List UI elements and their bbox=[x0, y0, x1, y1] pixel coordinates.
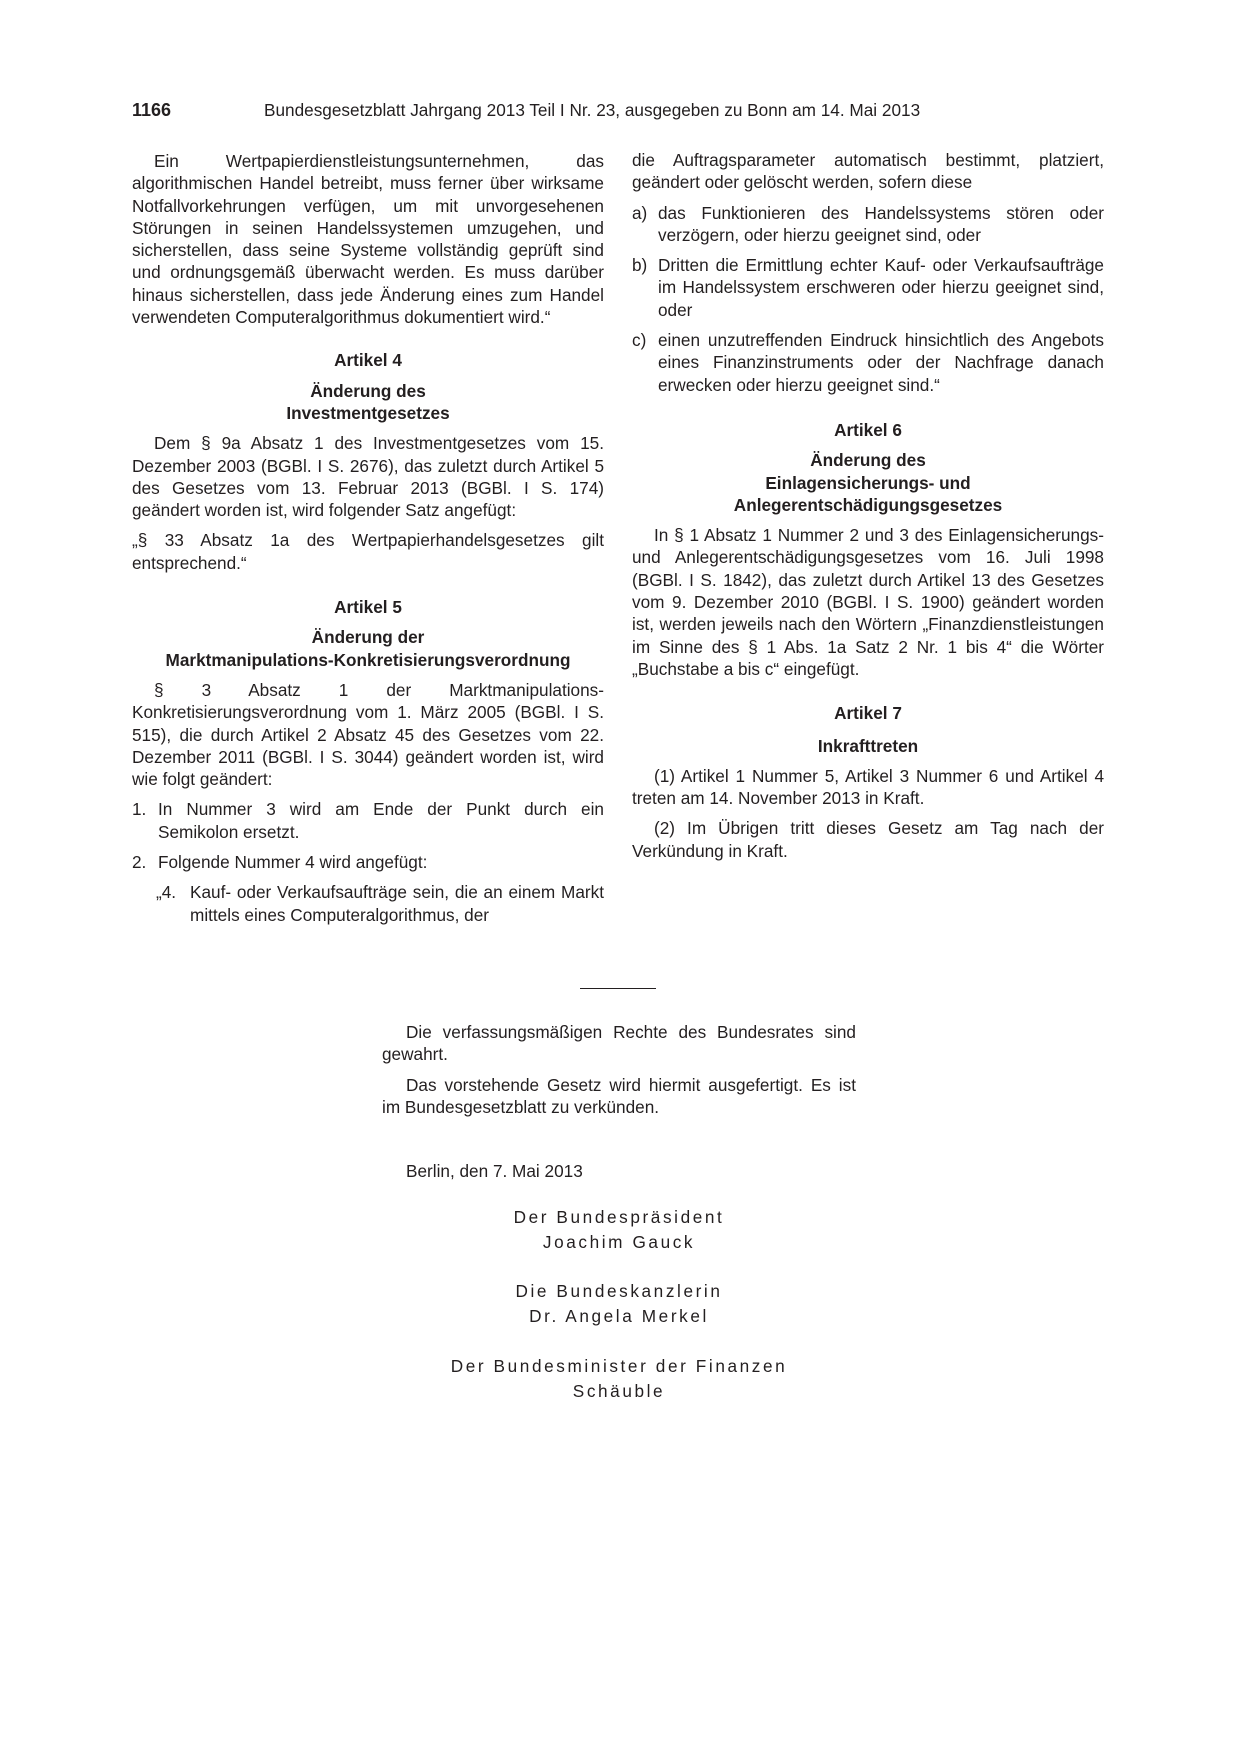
list-item-text: Folgende Nummer 4 wird angefügt: bbox=[158, 852, 428, 873]
artikel-4-number: Artikel 4 bbox=[334, 350, 402, 371]
list-item-text: einen unzutreffenden Eindruck hinsichtlich des Angebots eines Finanzinstruments oder der Nachfrage danach erwecken oder hierzu geeignet sind.“ bbox=[658, 330, 1104, 395]
list-item-label: c) bbox=[632, 330, 647, 351]
list-item-text: Dritten die Ermittlung echter Kauf- oder Verkaufsaufträge im Handelssystem erschweren oder hierzu geeignet sind, oder bbox=[658, 255, 1104, 320]
artikel-6-number: Artikel 6 bbox=[834, 419, 902, 440]
place-date: Berlin, den 7. Mai 2013 bbox=[406, 1161, 583, 1181]
closing-paragraph-2: Das vorstehende Gesetz wird hiermit ausgefertigt. Es ist im Bundesgesetzblatt zu verkünden. bbox=[382, 1074, 856, 1117]
closing-formula bbox=[382, 1021, 856, 1118]
quoted-item-label: „4. bbox=[156, 882, 177, 903]
signature-role: Der Bundespräsident bbox=[513, 1207, 725, 1227]
artikel-5-title-line2: Marktmanipulations-Konkretisierungsverordnung bbox=[165, 649, 571, 670]
list-item bbox=[132, 851, 604, 873]
artikel-4-title-line2: Investmentgesetzes bbox=[286, 402, 450, 423]
list-item-label: 2. bbox=[132, 852, 147, 873]
artikel-5-number: Artikel 5 bbox=[334, 597, 402, 618]
quoted-item-text: Kauf- oder Verkaufsaufträge sein, die an einem Markt mittels eines Computeralgorithmus, der bbox=[190, 882, 604, 925]
artikel-5-paragraph-1: § 3 Absatz 1 der Marktmanipulations-Konkretisierungsverordnung vom 1. März 2005 (BGBl. I S. 515), die durch Artikel 2 Absatz 45 des Gesetzes vom 22. Dezember 2011 (BGBl. I S. 3044) geändert worden ist, wird wie folgt geändert: bbox=[132, 679, 604, 790]
artikel-6-paragraph-1: In § 1 Absatz 1 Nummer 2 und 3 des Einlagensicherungs- und Anlegerentschädigungsgesetzes vom 16. Juli 1998 (BGBl. I S. 1842), das zuletzt durch Artikel 13 des Gesetzes vom 9. Dezember 2010 (BGBl. I S. 1900) geändert worden ist, werden jeweils nach den Wörtern „Finanzdienstleistungen im Sinne des § 1 Abs. 1a Satz 2 Nr. 1 bis 4“ die Wörter „Buchstabe a bis c“ eingefügt. bbox=[632, 525, 1104, 679]
artikel-7-paragraph-1: (1) Artikel 1 Nummer 5, Artikel 3 Nummer 6 und Artikel 4 treten am 14. November 2013 in Kraft. bbox=[632, 765, 1104, 809]
closing-paragraph-1: Die verfassungsmäßigen Rechte des Bundesrates sind gewahrt. bbox=[382, 1022, 856, 1065]
artikel-7-title: Inkrafttreten bbox=[817, 735, 919, 756]
right-column bbox=[632, 149, 1104, 862]
signature-name: Schäuble bbox=[572, 1381, 666, 1401]
continuation-paragraph: die Auftragsparameter automatisch bestimmt, platziert, geändert oder gelöscht werden, sofern diese bbox=[632, 150, 1104, 193]
list-item bbox=[132, 798, 604, 843]
left-column bbox=[132, 150, 604, 926]
artikel-6-title-line3: Anlegerentschädigungsgesetzes bbox=[733, 494, 1003, 515]
list-item-label: 1. bbox=[132, 799, 147, 820]
artikel-4-paragraph-1: Dem § 9a Absatz 1 des Investmentgesetzes vom 15. Dezember 2003 (BGBl. I S. 2676), das zuletzt durch Artikel 5 des Gesetzes vom 13. Februar 2013 (BGBl. I S. 174) geändert worden ist, wird folgender Satz angefügt: bbox=[132, 433, 604, 521]
artikel-5-title-line1: Änderung der bbox=[311, 627, 425, 648]
intro-paragraph: Ein Wertpapierdienstleistungsunternehmen, das algorithmischen Handel betreibt, muss ferner über wirksame Notfallvorkehrungen verfügen, um mit unvorgesehenen Störungen in seinen Handelssystemen umzugehen, und sicherstellen, dass seine Systeme vollständig geprüft sind und ordnungsgemäß überwacht werden. Es muss darüber hinaus sicherstellen, dass jede Änderung eines zum Handel verwendeten Computeralgorithmus dokumentiert wird.“ bbox=[132, 151, 604, 328]
artikel-7-number: Artikel 7 bbox=[834, 703, 902, 724]
signature-block bbox=[382, 1279, 856, 1329]
page-number: 1166 bbox=[132, 100, 172, 120]
list-item-text: das Funktionieren des Handelssystems stören oder verzögern, oder hierzu geeignet sind, oder bbox=[658, 202, 1104, 245]
signature-role: Die Bundeskanzlerin bbox=[515, 1281, 723, 1301]
artikel-6-title-line1: Änderung des bbox=[810, 450, 926, 471]
list-item bbox=[632, 254, 1104, 321]
list-item-label: b) bbox=[632, 255, 648, 276]
artikel-7-paragraph-2: (2) Im Übrigen tritt dieses Gesetz am Tag nach der Verkündung in Kraft. bbox=[632, 818, 1104, 861]
list-item-label: a) bbox=[632, 202, 648, 223]
list-item bbox=[632, 329, 1104, 396]
running-header: Bundesgesetzblatt Jahrgang 2013 Teil I Nr. 23, ausgegeben zu Bonn am 14. Mai 2013 bbox=[264, 100, 921, 120]
signature-block bbox=[382, 1354, 856, 1404]
list-item-text: In Nummer 3 wird am Ende der Punkt durch ein Semikolon ersetzt. bbox=[158, 799, 604, 842]
artikel-6-title-line2: Einlagensicherungs- und bbox=[765, 472, 971, 493]
signature-block bbox=[382, 1205, 856, 1255]
signature-role: Der Bundesminister der Finanzen bbox=[450, 1356, 788, 1376]
quoted-item bbox=[132, 881, 604, 926]
signature-name: Dr. Angela Merkel bbox=[529, 1306, 709, 1326]
list-item bbox=[632, 202, 1104, 247]
separator-rule bbox=[580, 988, 656, 989]
signature-name: Joachim Gauck bbox=[542, 1232, 696, 1252]
artikel-4-title-line1: Änderung des bbox=[310, 380, 426, 401]
artikel-4-paragraph-2: „§ 33 Absatz 1a des Wertpapierhandelsgesetzes gilt entsprechend.“ bbox=[132, 530, 604, 573]
